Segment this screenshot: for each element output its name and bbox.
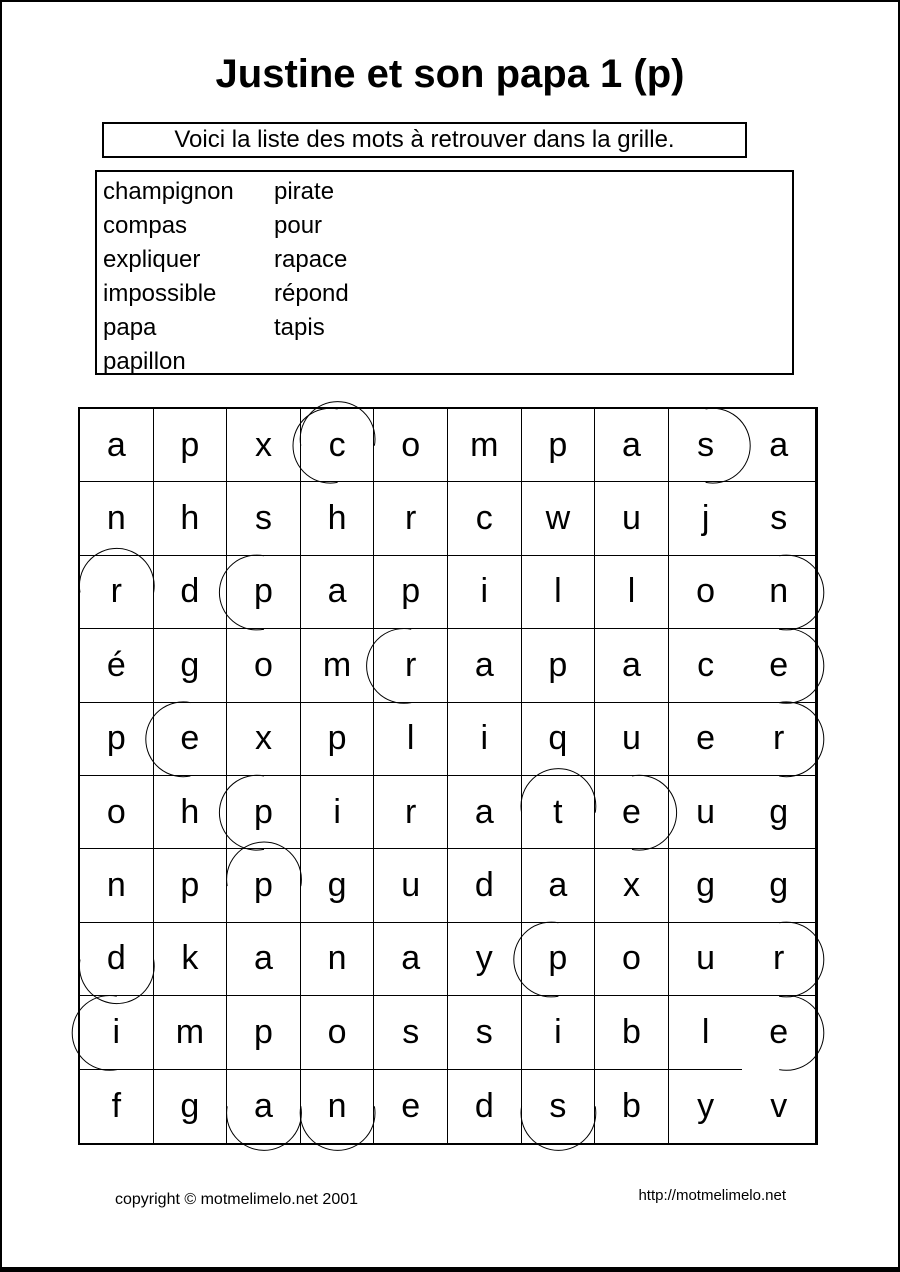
grid-letter: u <box>622 499 641 538</box>
grid-cell <box>154 776 228 849</box>
grid-letter: p <box>180 425 200 464</box>
grid-letter: q <box>548 719 568 758</box>
grid-cell <box>669 482 743 555</box>
grid-cell <box>227 409 301 482</box>
grid-cell <box>301 629 375 702</box>
grid-letter: p <box>548 939 568 978</box>
puzzle-grid <box>78 407 818 1145</box>
grid-letter: i <box>554 1012 562 1051</box>
grid-cell <box>742 482 816 555</box>
word-list-column-1 <box>103 175 234 375</box>
grid-cell <box>227 703 301 776</box>
grid-cell <box>227 556 301 629</box>
grid-cell <box>448 849 522 922</box>
grid-cell <box>374 849 448 922</box>
grid-cell <box>448 409 522 482</box>
grid-letter: n <box>327 1086 347 1125</box>
grid-letter: s <box>697 425 715 464</box>
grid-letter: r <box>773 719 785 758</box>
instruction-box <box>102 122 747 158</box>
grid-letter: g <box>696 866 716 905</box>
grid-letter: a <box>622 425 641 464</box>
word-list-column-2 <box>274 175 349 345</box>
grid-cell <box>80 703 154 776</box>
grid-cell <box>669 1070 743 1143</box>
grid-cell <box>301 1070 375 1143</box>
grid-letter: h <box>327 499 347 538</box>
grid-letter: b <box>622 1012 641 1051</box>
grid-cell <box>374 556 448 629</box>
grid-cell <box>301 409 375 482</box>
grid-letter: p <box>254 866 273 905</box>
word-item: compas <box>103 212 188 239</box>
grid-cell <box>154 629 228 702</box>
grid-letter: h <box>180 792 200 831</box>
grid-cell <box>154 923 228 996</box>
grid-letter: c <box>697 645 715 684</box>
grid-cell <box>301 703 375 776</box>
grid-letter: g <box>180 1086 200 1125</box>
grid-letter: é <box>106 645 126 684</box>
grid-letter: u <box>622 719 641 758</box>
grid-letter: m <box>470 425 499 464</box>
grid-cell <box>80 409 154 482</box>
grid-cell <box>522 629 596 702</box>
grid-cell <box>374 1070 448 1143</box>
grid-letter: a <box>254 939 273 978</box>
grid-cell <box>742 1070 816 1143</box>
word-item: pirate <box>274 178 335 205</box>
grid-letter: i <box>112 1012 121 1051</box>
grid-letter: w <box>545 499 571 538</box>
grid-letter: n <box>106 499 126 538</box>
word-item: impossible <box>103 280 217 307</box>
grid-letter: g <box>769 866 789 905</box>
grid-cell <box>154 703 228 776</box>
grid-letter: v <box>770 1086 788 1125</box>
grid-cell <box>669 556 743 629</box>
footer-copyright: copyright © motmelimelo.net 2001 <box>115 1191 359 1208</box>
grid-letter: u <box>696 792 716 831</box>
grid-cell <box>669 703 743 776</box>
grid-letter: s <box>254 499 272 538</box>
grid-letter: t <box>553 792 563 831</box>
grid-cell <box>301 776 375 849</box>
grid-letter: i <box>333 792 341 831</box>
grid-cell <box>669 629 743 702</box>
grid-cell <box>742 923 816 996</box>
grid-letter: n <box>106 866 126 905</box>
grid-cell <box>154 556 228 629</box>
grid-letter: l <box>554 572 562 611</box>
grid-letter: m <box>175 1012 205 1051</box>
grid-letter: g <box>769 792 789 831</box>
grid-cell <box>669 409 743 482</box>
grid-cell <box>374 923 448 996</box>
grid-cell <box>595 1070 669 1143</box>
grid-letter: p <box>548 645 568 684</box>
grid-cell <box>595 923 669 996</box>
grid-letter: e <box>180 719 200 758</box>
grid-cell <box>522 703 596 776</box>
grid-cell <box>595 556 669 629</box>
grid-cell <box>154 409 228 482</box>
grid-letter: r <box>405 499 417 538</box>
grid-cell <box>595 703 669 776</box>
grid-letter: o <box>106 792 126 831</box>
grid-cell <box>227 1070 301 1143</box>
grid-letter: e <box>696 719 716 758</box>
grid-cell <box>595 629 669 702</box>
grid-cell <box>595 996 669 1069</box>
grid-letter: d <box>180 572 200 611</box>
grid-cell <box>374 776 448 849</box>
grid-cell <box>154 996 228 1069</box>
grid-letter: p <box>401 572 421 611</box>
grid-cell <box>742 849 816 922</box>
grid-letter: o <box>696 572 716 611</box>
grid-cell <box>595 849 669 922</box>
grid-cell <box>227 923 301 996</box>
grid-letter: e <box>769 1013 789 1052</box>
grid-letter: g <box>180 645 200 684</box>
grid-letter: a <box>401 939 421 978</box>
grid-letter: s <box>549 1086 567 1125</box>
grid-cell <box>227 629 301 702</box>
grid-cell <box>227 996 301 1069</box>
grid-cell <box>374 629 448 702</box>
grid-letter: o <box>622 939 641 978</box>
grid-letter: l <box>406 719 415 758</box>
word-list-box <box>95 170 794 375</box>
grid-cell <box>742 996 816 1069</box>
grid-letter: a <box>548 866 568 905</box>
word-item: papillon <box>103 348 186 375</box>
grid-letter: n <box>327 939 347 978</box>
grid-letter: l <box>627 572 636 611</box>
grid-letter: c <box>475 499 493 538</box>
grid-letter: a <box>327 572 347 611</box>
grid-letter: p <box>254 1012 273 1051</box>
grid-cell <box>80 923 154 996</box>
grid-cell <box>301 482 375 555</box>
grid-cell <box>227 482 301 555</box>
grid-letter: n <box>769 572 789 611</box>
grid-cell <box>374 482 448 555</box>
grid-letter: p <box>106 719 126 758</box>
grid-cell <box>522 556 596 629</box>
footer-url: http://motmelimelo.net <box>638 1187 786 1204</box>
grid-cell <box>154 849 228 922</box>
grid-letter: e <box>622 792 641 831</box>
grid-letter: k <box>181 939 199 978</box>
grid-letter: e <box>401 1086 421 1125</box>
grid-letter: d <box>106 939 126 978</box>
grid-letter: f <box>111 1086 122 1125</box>
grid-letter: g <box>327 866 347 905</box>
grid-letter: o <box>327 1012 347 1051</box>
page-title: Justine et son papa 1 (p) <box>215 52 685 96</box>
grid-cell <box>80 556 154 629</box>
grid-cell <box>669 776 743 849</box>
grid-letter: p <box>548 425 568 464</box>
grid-letter: a <box>106 425 126 464</box>
grid-letter: r <box>405 645 417 684</box>
grid-cell <box>448 996 522 1069</box>
grid-letter: u <box>401 866 421 905</box>
grid-letter: i <box>480 572 489 611</box>
grid-cell <box>742 776 816 849</box>
grid-cell <box>80 482 154 555</box>
grid-letter: p <box>327 719 347 758</box>
grid-cell <box>669 849 743 922</box>
grid-cell <box>522 996 596 1069</box>
grid-cell <box>522 849 596 922</box>
grid-cell <box>448 1070 522 1143</box>
grid-letter: l <box>701 1012 710 1051</box>
grid-cell <box>522 409 596 482</box>
grid-letter: o <box>254 645 273 684</box>
grid-letter: y <box>475 939 493 978</box>
grid-cell <box>522 776 596 849</box>
grid-letter: x <box>254 719 272 758</box>
grid-letter: a <box>769 425 789 464</box>
grid-cell <box>522 1070 596 1143</box>
grid-cell <box>669 996 743 1069</box>
grid-letter: y <box>697 1086 715 1125</box>
grid-letter: p <box>254 572 273 611</box>
grid-letter: s <box>402 1012 420 1051</box>
grid-cell <box>374 409 448 482</box>
grid-letter: o <box>401 425 421 464</box>
grid-cell <box>742 556 816 629</box>
word-item: expliquer <box>103 246 201 273</box>
grid-letter: s <box>475 1012 493 1051</box>
grid-cell <box>448 923 522 996</box>
grid-cell <box>448 629 522 702</box>
grid-cell <box>448 776 522 849</box>
grid-cell <box>742 409 816 482</box>
grid-cell <box>80 1070 154 1143</box>
grid-cell <box>80 776 154 849</box>
word-item: répond <box>274 280 349 307</box>
grid-letter: r <box>773 939 785 978</box>
grid-letter: p <box>254 792 273 831</box>
word-item: champignon <box>103 178 234 205</box>
grid-cell <box>154 482 228 555</box>
grid-cell <box>448 703 522 776</box>
grid-letter: a <box>254 1086 273 1125</box>
grid-letter: p <box>180 866 200 905</box>
grid-letter: c <box>328 425 346 464</box>
grid-letter: m <box>322 645 352 684</box>
grid-letter: r <box>110 572 122 611</box>
grid-cell <box>80 629 154 702</box>
grid-letter: u <box>696 939 716 978</box>
grid-cell <box>669 923 743 996</box>
grid-cell <box>301 556 375 629</box>
grid-letter: a <box>622 645 641 684</box>
grid-cell <box>374 703 448 776</box>
grid-letter: h <box>180 499 200 538</box>
instruction-text: Voici la liste des mots à retrouver dans la grille. <box>174 126 675 153</box>
grid-cell <box>80 996 154 1069</box>
grid-cell <box>448 556 522 629</box>
grid-letter: b <box>622 1086 641 1125</box>
grid-letter: d <box>474 1086 494 1125</box>
grid-letter: a <box>474 792 494 831</box>
word-item: tapis <box>274 314 325 341</box>
grid-cell <box>522 923 596 996</box>
grid-cell <box>522 482 596 555</box>
grid-cell <box>742 629 816 702</box>
grid-cell <box>742 703 816 776</box>
grid-letter: j <box>701 499 710 538</box>
grid-cell <box>374 996 448 1069</box>
grid-letter: i <box>480 719 489 758</box>
word-item: pour <box>274 212 323 239</box>
grid-letter: a <box>474 645 494 684</box>
word-item: rapace <box>274 246 348 273</box>
grid-cell <box>80 849 154 922</box>
grid-letter: d <box>474 866 494 905</box>
grid-cell <box>301 996 375 1069</box>
grid-cell <box>595 776 669 849</box>
grid-cell <box>595 409 669 482</box>
word-item: papa <box>103 314 157 341</box>
grid-letter: x <box>622 866 640 905</box>
grid-cell <box>595 482 669 555</box>
grid-cell <box>448 482 522 555</box>
grid-cell <box>227 776 301 849</box>
grid-cell <box>301 849 375 922</box>
grid-letter: s <box>770 499 788 538</box>
grid-cell <box>227 849 301 922</box>
grid-letter: r <box>405 792 417 831</box>
grid-cell <box>301 923 375 996</box>
grid-cell <box>154 1070 228 1143</box>
grid-letter: e <box>769 645 789 684</box>
grid-letter: x <box>254 425 272 464</box>
